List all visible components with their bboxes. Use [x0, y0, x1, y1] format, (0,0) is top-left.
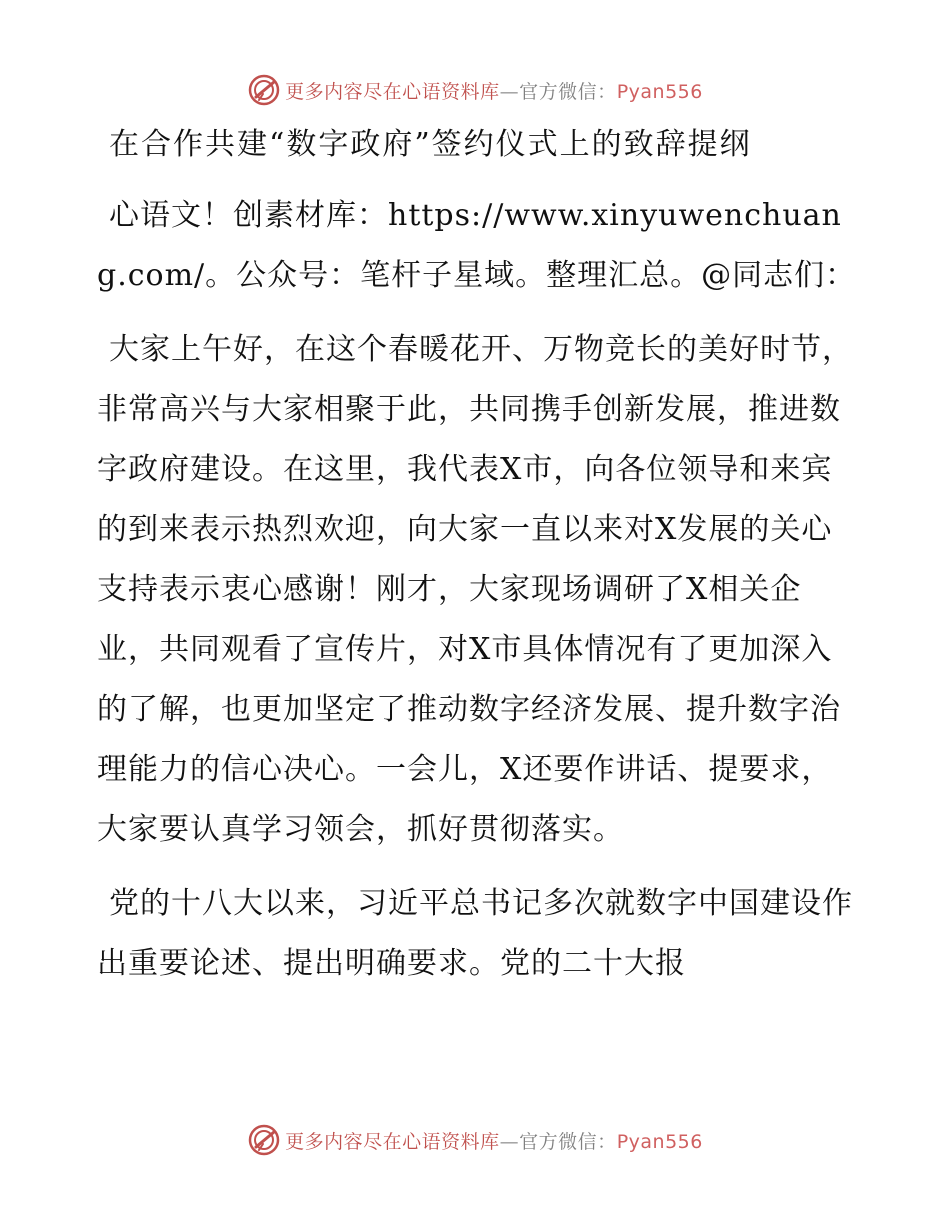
watermark-header	[0, 70, 950, 110]
watermark-wechat-id: Pyan556	[616, 80, 703, 103]
paragraph-1: 大家上午好，在这个春暖花开、万物竞长的美好时节，非常高兴与大家相聚于此，共同携手创新发展，推进数字政府建设。在这里，我代表X市，向各位领导和来宾的到来表示热烈欢迎，向大家一直以来对X发展的关心支持表示衷心感谢！刚才，大家现场调研了X相关企业，共同观看了宣传片，对X市具体情况有了更加深入的了解，也更加坚定了推动数字经济发展、提升数字治理能力的信心决心。一会儿，X还要作讲话、提要求，大家要认真学习领会，抓好贯彻落实。	[97, 332, 853, 847]
watermark-footer	[0, 1120, 950, 1160]
watermark-official-label: 官方微信：	[519, 1130, 617, 1153]
watermark-main: 更多内容尽在心语资料库	[285, 1130, 500, 1153]
watermark-official-label: 官方微信：	[519, 80, 617, 103]
watermark-dash: —	[499, 80, 520, 103]
source-line: 心语文！创素材库：https://www.xinyuwenchuang.com/。公众号：笔杆子星域。整理汇总。@同志们：	[97, 198, 857, 293]
watermark-main: 更多内容尽在心语资料库	[285, 80, 500, 103]
document-title: 在合作共建“数字政府”签约仪式上的致辞提纲	[109, 127, 752, 162]
watermark-text	[285, 1127, 703, 1154]
watermark-wechat-id: Pyan556	[616, 1130, 703, 1153]
brand-logo-icon	[247, 73, 281, 107]
watermark-dash: —	[499, 1130, 520, 1153]
brand-logo-icon	[247, 1123, 281, 1157]
paragraph-2: 党的十八大以来，习近平总书记多次就数字中国建设作出重要论述、提出明确要求。党的二十大报	[97, 886, 853, 981]
document-body	[97, 120, 857, 994]
watermark-text	[285, 77, 703, 104]
